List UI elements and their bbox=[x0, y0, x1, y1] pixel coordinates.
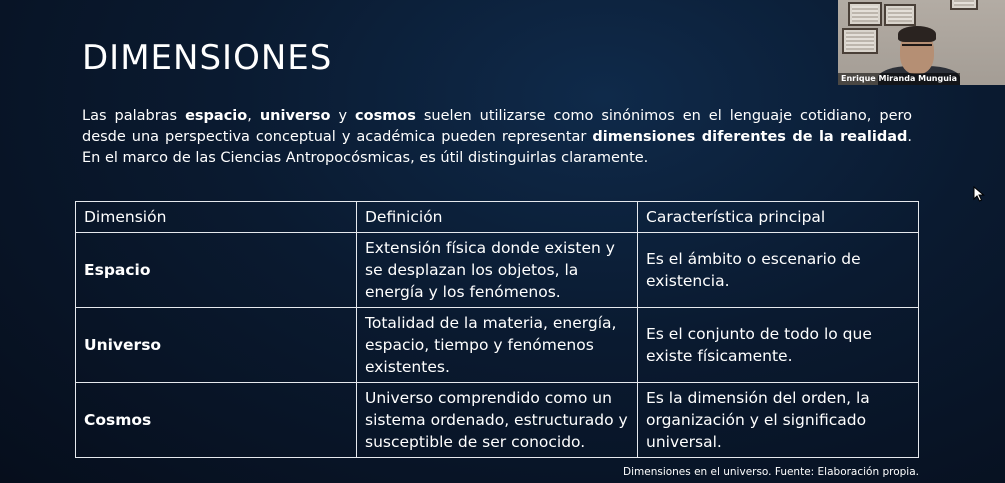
cell-dimension: Espacio bbox=[76, 233, 357, 308]
intro-text: , bbox=[247, 108, 260, 124]
wall-frame-decoration bbox=[848, 2, 882, 26]
intro-text: suelen utilizarse como sinónimos en el lenguaje cotidiano, pero desde una perspectiva conceptual y académica pueden representar bbox=[82, 108, 912, 145]
slide-title: DIMENSIONES bbox=[82, 38, 333, 78]
participant-name-label: Enrique Miranda Munguia bbox=[838, 73, 960, 85]
wall-frame-decoration bbox=[884, 4, 916, 26]
column-header-dimension: Dimensión bbox=[76, 202, 357, 233]
cell-definition: Extensión física donde existen y se desplazan los objetos, la energía y los fenómenos. bbox=[357, 233, 638, 308]
cell-definition: Totalidad de la materia, energía, espacio, tiempo y fenómenos existentes. bbox=[357, 308, 638, 383]
intro-term-universo: universo bbox=[259, 108, 331, 124]
cell-feature: Es la dimensión del orden, la organización y el significado universal. bbox=[638, 383, 919, 458]
mouse-pointer-icon bbox=[973, 186, 985, 202]
intro-text: y bbox=[330, 108, 356, 124]
wall-frame-decoration bbox=[950, 0, 978, 10]
cell-dimension: Universo bbox=[76, 308, 357, 383]
table-header-row bbox=[76, 202, 919, 233]
participant-video-thumbnail[interactable] bbox=[838, 0, 1005, 85]
intro-text: Las palabras bbox=[82, 108, 186, 124]
table-row bbox=[76, 308, 919, 383]
intro-term-cosmos: cosmos bbox=[355, 108, 416, 124]
intro-term-espacio: espacio bbox=[185, 108, 248, 124]
cell-feature: Es el ámbito o escenario de existencia. bbox=[638, 233, 919, 308]
cell-feature: Es el conjunto de todo lo que existe físicamente. bbox=[638, 308, 919, 383]
table-row bbox=[76, 383, 919, 458]
column-header-feature: Característica principal bbox=[638, 202, 919, 233]
wall-frame-decoration bbox=[842, 28, 878, 54]
intro-emphasis: dimensiones diferentes de la realidad bbox=[592, 129, 908, 145]
intro-text: . En el marco de las Ciencias Antropocósmicas, es útil distinguirlas claramente. bbox=[82, 129, 912, 166]
table-row bbox=[76, 233, 919, 308]
participant-hair bbox=[898, 26, 936, 42]
table-caption: Dimensiones en el universo. Fuente: Elaboración propia. bbox=[623, 466, 919, 478]
cell-dimension: Cosmos bbox=[76, 383, 357, 458]
intro-paragraph bbox=[82, 106, 912, 169]
column-header-definition: Definición bbox=[357, 202, 638, 233]
dimensions-table bbox=[75, 201, 919, 458]
cell-definition: Universo comprendido como un sistema ordenado, estructurado y susceptible de ser conocido. bbox=[357, 383, 638, 458]
glasses-icon bbox=[902, 44, 932, 53]
